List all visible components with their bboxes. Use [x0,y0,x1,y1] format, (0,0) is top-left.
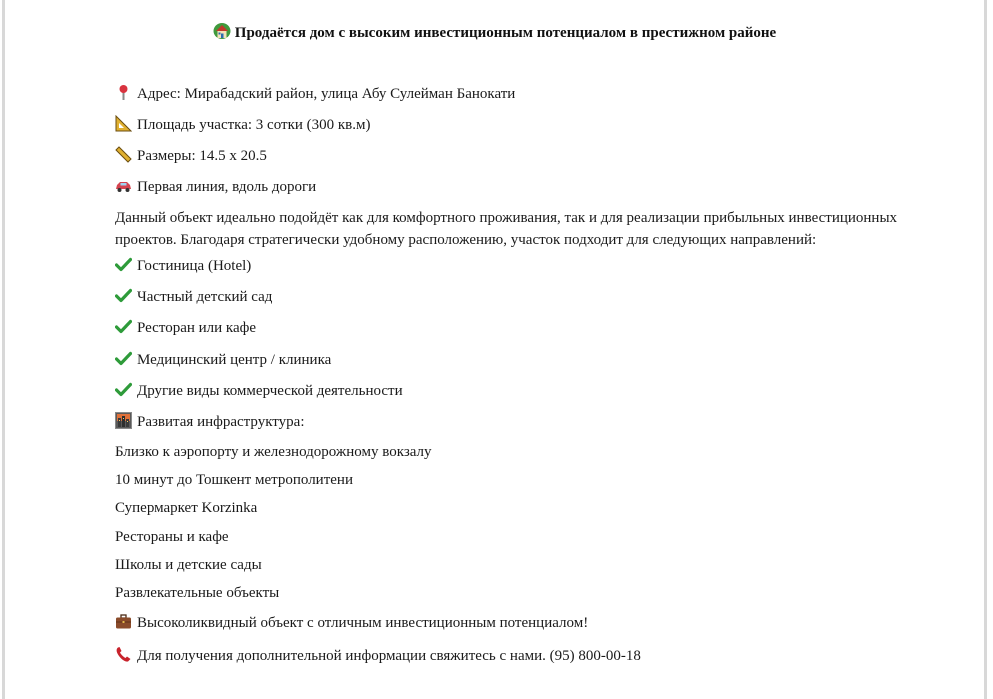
check-mark-icon [115,287,132,304]
detail-area: Площадь участка: 3 сотки (300 кв.м) [115,115,370,135]
infrastructure-heading: Развитая инфраструктура: [115,412,304,432]
infrastructure-item: Развлекательные объекты [115,585,280,601]
house-with-garden-icon [213,22,231,40]
check-mark-icon [115,318,132,335]
infrastructure-item: Рестораны и кафе [115,529,229,545]
check-mark-icon [115,381,132,398]
detail-address: Адрес: Мирабадский район, улица Абу Сулейман Банокати [115,84,515,104]
contact-line [115,646,641,666]
detail-location: Первая линия, вдоль дороги [115,177,316,197]
page-title [5,22,984,43]
check-mark-icon [115,350,132,367]
use-item: Гостиница (Hotel) [115,256,251,276]
infrastructure-item: Супермаркет Korzinka [115,500,258,516]
document-page [2,0,987,699]
detail-dimensions: Размеры: 14.5 x 20.5 [115,146,267,166]
round-pushpin-icon [115,84,132,101]
title-text: Продаётся дом с высоким инвестиционным потенциалом в престижном районе [234,25,777,41]
car-icon [115,177,132,194]
telephone-receiver-icon [115,646,132,663]
use-item: Медицинский центр / клиника [115,350,331,370]
use-item: Ресторан или кафе [115,318,256,338]
triangular-ruler-icon [115,115,132,132]
infrastructure-item: 10 минут до Тошкент метрополитени [115,472,353,488]
infrastructure-item: Близко к аэропорту и железнодорожному вокзалу [115,444,432,460]
contact-text: Для получения дополнительной информации свяжитесь с нами. (95) 800-00-18 [137,648,641,664]
description-paragraph: Данный объект идеально подойдёт как для комфортного проживания, так и для реализации прибыльных инвестиционных проектов. Благодаря стратегически удобному расположению, участок подходит для следующих направлений: [115,210,898,248]
use-item: Частный детский сад [115,287,272,307]
straight-ruler-icon [115,146,132,163]
use-item: Другие виды коммерческой деятельности [115,381,403,401]
check-mark-icon [115,256,132,273]
cityscape-icon [115,412,132,429]
infrastructure-item: Школы и детские сады [115,557,262,573]
briefcase-icon [115,613,132,630]
highlight-line: Высоколиквидный объект с отличным инвестиционным потенциалом! [115,613,588,633]
